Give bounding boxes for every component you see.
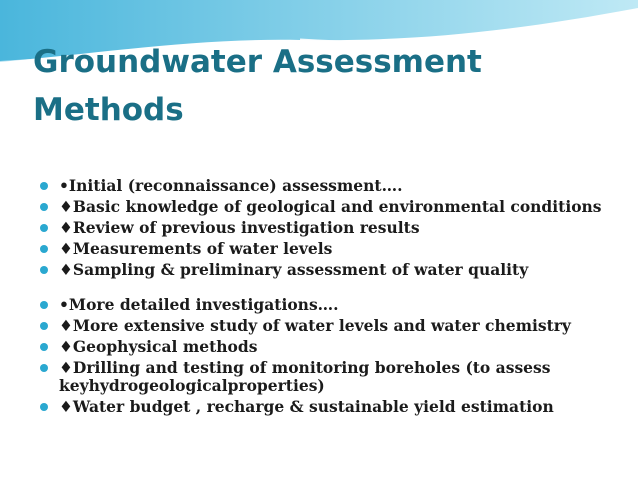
list-item-text: ♦Water budget , recharge & sustainable yield estimation [59,397,554,416]
list-item-text: ♦Review of previous investigation results [59,218,420,237]
list-item-text: ♦Geophysical methods [59,337,258,356]
list-item-text: •More detailed investigations…. [59,295,339,314]
bullet-dot-icon [40,224,48,232]
bullet-dot-icon [40,266,48,274]
bullet-dot-icon [40,203,48,211]
bullet-dot-icon [40,364,48,372]
list-item-text: ♦Drilling and testing of monitoring boreholes (to assess keyhydrogeologicalproperties) [59,358,551,395]
bullet-dot-icon [40,301,48,309]
bullet-list [40,177,630,419]
list-item [40,261,630,279]
bullet-dot-icon [40,403,48,411]
bullet-dot-icon [40,343,48,351]
bullet-dot-icon [40,182,48,190]
list-item [40,198,630,216]
list-item-text: ♦Sampling & preliminary assessment of water quality [59,260,529,279]
bullet-dot-icon [40,245,48,253]
title-line-2: Methods [33,92,184,128]
list-item-text: •Initial (reconnaissance) assessment…. [59,176,403,195]
list-item-text: ♦Measurements of water levels [59,239,333,258]
list-item [40,398,630,416]
list-item [40,338,630,356]
list-item [40,177,630,195]
list-item [40,219,630,237]
bullet-dot-icon [40,322,48,330]
list-item [40,296,630,314]
list-item-text: ♦More extensive study of water levels and water chemistry [59,316,571,335]
list-item [40,359,630,395]
list-item-text: ♦Basic knowledge of geological and environmental conditions [59,197,602,216]
slide-title [33,38,623,134]
list-item [40,240,630,258]
list-item [40,317,630,335]
title-line-1: Groundwater Assessment [33,44,482,80]
